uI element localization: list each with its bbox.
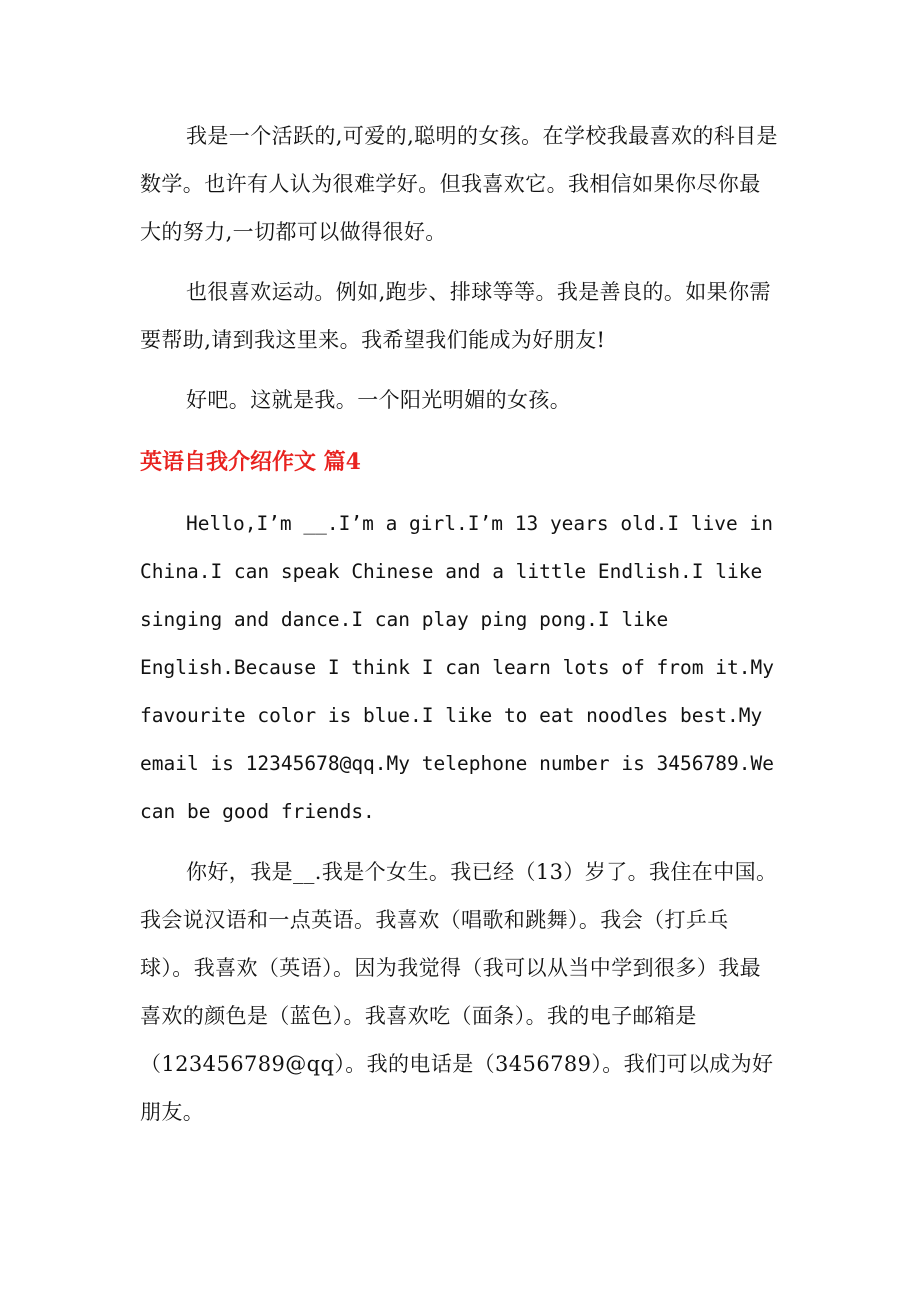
section-heading: 英语自我介绍作文 篇4 bbox=[140, 449, 361, 475]
document-body bbox=[140, 112, 780, 1136]
paragraph-sports: 也很喜欢运动。例如,跑步、排球等等。我是善良的。如果你需要帮助,请到我这里来。我希望我们能成为好朋友! bbox=[140, 280, 771, 352]
paragraph-english-intro: Hello,I’m __.I’m a girl.I’m 13 years old.I live in China.I can speak Chinese and a little Endlish.I like singing and dance.I can play ping pong.I like English.Because I think I can learn lots of from it.My favourite color is blue.I like to eat noodles best.My email is 12345678@qq.My telephone number is 3456789.We can be good friends. bbox=[140, 512, 774, 823]
paragraph-sunny-girl: 好吧。这就是我。一个阳光明媚的女孩。 bbox=[186, 388, 572, 412]
paragraph-favorite-subject: 我是一个活跃的,可爱的,聪明的女孩。在学校我最喜欢的科目是数学。也许有人认为很难学好。但我喜欢它。我相信如果你尽你最大的努力,一切都可以做得很好。 bbox=[140, 124, 778, 244]
paragraph-chinese-translation: 你好，我是__.我是个女生。我已经（13）岁了。我住在中国。我会说汉语和一点英语。我喜欢（唱歌和跳舞）。我会（打乒乓球）。我喜欢（英语）。因为我觉得（我可以从当中学到很多）我最喜欢的颜色是（蓝色）。我喜欢吃（面条）。我的电子邮箱是（123456789@qq）。我的电话是（3456789）。我们可以成为好朋友。 bbox=[140, 860, 778, 1124]
